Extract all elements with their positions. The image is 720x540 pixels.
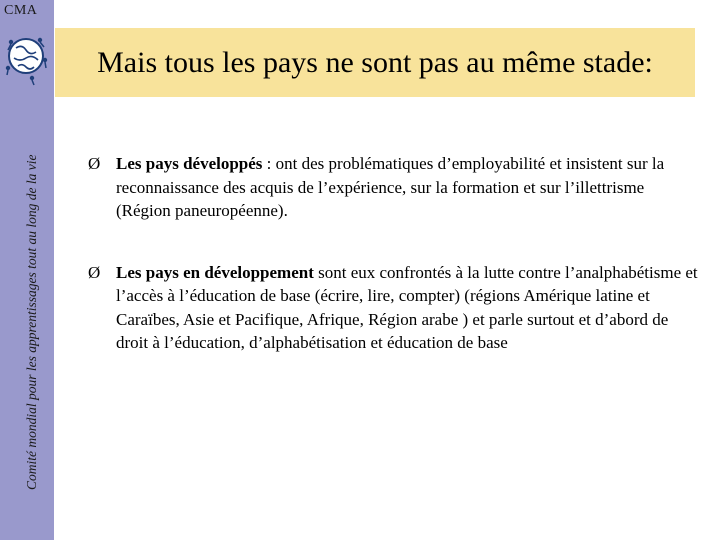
bullet-bold-term: Les pays développés (116, 154, 263, 173)
bullet-bold-term: Les pays en développement (116, 262, 314, 282)
bullet-body: : ont des problématiques d’employabilité et insistent sur la reconnaissance des acquis de l’expérience, sur la formation et sur l’illettrisme (Région paneuropéenne). (116, 154, 665, 220)
arrow-bullet-icon: Ø (88, 262, 101, 282)
bullet-text (116, 261, 698, 355)
slide-content (88, 152, 698, 393)
bullet-item-developing (88, 261, 698, 355)
bullet-item-developed (88, 152, 698, 223)
bullet-text (116, 152, 698, 223)
page-title: Mais tous les pays ne sont pas au même stade: (97, 45, 653, 79)
bullet-body: sont eux confrontés à la lutte contre l’analphabétisme et l’accès à l’éducation de base (écrire, lire, compter) (régions Amérique latine et Caraïbes, Asie et Pacifique, Afrique, Région arabe ) et parle surtout et d’abord de droit à l’éducation, d’alphabétisation et éducation de base (116, 262, 698, 352)
arrow-bullet-icon: Ø (88, 154, 101, 173)
title-banner (55, 28, 695, 97)
brand-label: CMA (4, 3, 38, 18)
globe-people-icon (2, 28, 50, 88)
sidebar-vertical-text: Comité mondial pour les apprentissages tout au long de la vie (24, 154, 39, 490)
